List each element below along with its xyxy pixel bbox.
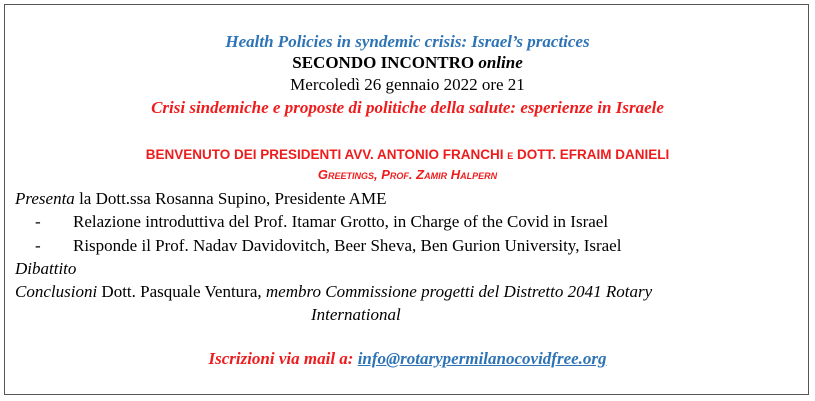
meeting-online: online — [478, 53, 523, 72]
presenta-label: Presenta — [15, 189, 75, 208]
list-bullet: - — [35, 212, 41, 231]
title-italian: Crisi sindemiche e proposte di politiche della salute: esperienze in Israele — [151, 98, 664, 117]
welcome-part2: DOTT. EFRAIM DANIELI — [517, 147, 670, 162]
conclusioni-line — [15, 282, 652, 302]
list-item-text: Risponde il Prof. Nadav Davidovitch, Beer Sheva, Ben Gurion University, Israel — [73, 236, 622, 255]
presenta-line — [15, 189, 386, 209]
meeting-label — [5, 53, 810, 73]
registration-line — [5, 349, 810, 369]
meeting-main: SECONDO INCONTRO — [292, 53, 475, 72]
event-date: Mercoledì 26 gennaio 2022 ore 21 — [290, 75, 525, 94]
welcome-presidents — [5, 147, 810, 162]
conclusioni-label: Conclusioni — [15, 282, 98, 301]
conclusioni-role: membro Commissione progetti del Distretto 2041 Rotary — [265, 282, 653, 301]
invitation-card — [4, 4, 809, 395]
conclusioni-text: Dott. Pasquale Ventura, — [101, 282, 262, 301]
welcome-part1: BENVENUTO DEI PRESIDENTI AVV. ANTONIO FRANCHI — [145, 147, 504, 162]
greetings: Greetings, Prof. Zamir Halpern — [317, 167, 498, 182]
registration-email-link[interactable]: info@rotarypermilanocovidfree.org — [357, 349, 607, 368]
dibattito: Dibattito — [15, 259, 77, 278]
title-english: Health Policies in syndemic crisis: Israel’s practices — [225, 32, 590, 51]
conclusioni-role-cont: International — [311, 305, 401, 324]
list-item-text: Relazione introduttiva del Prof. Itamar Grotto, in Charge of the Covid in Israel — [73, 212, 609, 231]
list-bullet: - — [35, 236, 41, 255]
registration-label: Iscrizioni via mail a: — [208, 349, 354, 368]
welcome-e: E — [507, 151, 514, 161]
presenta-text: la Dott.ssa Rosanna Supino, Presidente AME — [79, 189, 387, 208]
